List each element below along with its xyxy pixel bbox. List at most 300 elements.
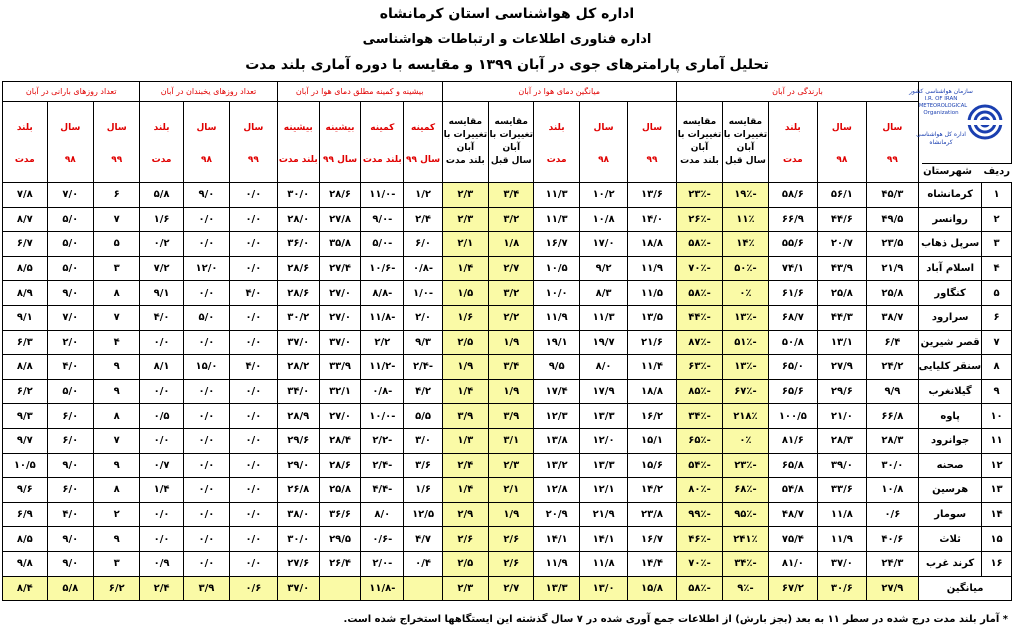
- logo-text-fa2: اداره کل هواشناسی: [916, 131, 967, 138]
- cell-d98: ۶/۰: [47, 478, 93, 503]
- cell-tlt: ۱۱/۳: [534, 183, 579, 208]
- total-t98: ۱۳/۰: [579, 576, 627, 600]
- cell-d99: ۹: [94, 379, 140, 404]
- cell-f99: ۰/۰: [230, 527, 277, 552]
- cell-d99: ۹: [94, 453, 140, 478]
- cell-tcp: ۲/۶: [489, 527, 534, 552]
- cell-rlt: ۸۱/۶: [768, 428, 818, 453]
- cell-d99: ۷: [94, 305, 140, 330]
- cell-r99: ۲۸/۳: [866, 428, 919, 453]
- cell-f98: ۰/۰: [183, 428, 229, 453]
- cell-t99: ۱۸/۸: [628, 232, 676, 257]
- cell-mn99: ۴/۲: [404, 379, 442, 404]
- row-number: ۲: [982, 207, 1012, 232]
- subheader-text: سال: [243, 123, 264, 133]
- total-mn99: [404, 576, 442, 600]
- cell-t98: ۱۴/۱: [579, 527, 627, 552]
- cell-t98: ۱۳/۳: [579, 453, 627, 478]
- cell-rcp: -۵۰٪: [723, 256, 768, 281]
- cell-rlt: ۶۱/۶: [768, 281, 818, 306]
- cell-mn99: -۰/۸: [404, 256, 442, 281]
- cell-mxlt: ۳۷/۰: [277, 330, 319, 355]
- cell-tcl: ۱/۶: [442, 305, 488, 330]
- cell-tcl: ۲/۱: [442, 232, 488, 257]
- cell-rlt: ۸۱/۰: [768, 551, 818, 576]
- cell-rcp: -۹۵٪: [723, 502, 768, 527]
- cell-flt: ۰/۷: [140, 453, 183, 478]
- table-row: [3, 502, 1012, 527]
- cell-dlt: ۹/۳: [3, 404, 48, 429]
- subheader-text: بیشینه: [283, 123, 313, 133]
- cell-tlt: ۹/۵: [534, 355, 579, 380]
- cell-mn99: ۴/۷: [404, 527, 442, 552]
- cell-f99: ۰/۰: [230, 232, 277, 257]
- cell-r98: ۱۱/۹: [818, 527, 866, 552]
- cell-dlt: ۹/۱: [3, 305, 48, 330]
- total-tcl: ۲/۳: [442, 576, 488, 600]
- logo-text-fa1: سازمان هواشناسی کشور: [909, 88, 974, 95]
- cell-mnlt: -۲/۰: [361, 551, 404, 576]
- logo-text-en3: Organization: [923, 110, 959, 116]
- table-row: [3, 379, 1012, 404]
- city-name: سرپل ذهاب: [919, 232, 982, 257]
- cell-f98: ۰/۰: [183, 551, 229, 576]
- cell-f99: ۰/۰: [230, 256, 277, 281]
- cell-r99: ۲۴/۳: [866, 551, 919, 576]
- table-row: [3, 232, 1012, 257]
- subheader-text: سال: [831, 123, 852, 133]
- cell-mnlt: -۱۱/۸: [361, 305, 404, 330]
- subheader-rain-99: [866, 102, 919, 183]
- cell-t99: ۱۱/۵: [628, 281, 676, 306]
- subheader-text: بلند: [16, 123, 33, 133]
- cell-rlt: ۵۸/۶: [768, 183, 818, 208]
- cell-r98: ۱۳/۱: [818, 330, 866, 355]
- cell-mxlt: ۲۹/۰: [277, 453, 319, 478]
- cell-f98: ۰/۰: [183, 478, 229, 503]
- cell-t98: ۱۱/۸: [579, 551, 627, 576]
- row-number: ۱۲: [982, 453, 1012, 478]
- cell-rcl: -۹۹٪: [676, 502, 722, 527]
- table-row: [3, 256, 1012, 281]
- cell-r98: ۲۵/۸: [818, 281, 866, 306]
- cell-d99: ۲: [94, 502, 140, 527]
- cell-rcl: -۶۵٪: [676, 428, 722, 453]
- subheader-text: سال ۹۹: [405, 155, 441, 165]
- cell-flt: ۰/۰: [140, 330, 183, 355]
- subheader-min-lt: [361, 102, 404, 183]
- cell-rcl: -۵۴٪: [676, 453, 722, 478]
- cell-d98: ۹/۰: [47, 281, 93, 306]
- rownum-label: ردیف: [983, 166, 1010, 177]
- cell-tcp: ۲/۱: [489, 478, 534, 503]
- cell-f98: ۰/۰: [183, 527, 229, 552]
- cell-rlt: ۷۵/۴: [768, 527, 818, 552]
- cell-t98: ۱۳/۳: [579, 404, 627, 429]
- logo-text-en1: I.R. OF IRAN: [924, 96, 958, 102]
- city-name: سرارود: [919, 305, 982, 330]
- cell-tcp: ۲/۳: [489, 453, 534, 478]
- cell-d98: ۶/۰: [47, 428, 93, 453]
- subheader-text: ۹۸: [200, 155, 212, 165]
- cell-rlt: ۶۵/۶: [768, 379, 818, 404]
- cell-f98: ۰/۰: [183, 379, 229, 404]
- cell-t99: ۱۴/۰: [628, 207, 676, 232]
- cell-t99: ۱۸/۸: [628, 379, 676, 404]
- group-frost: تعداد روزهای یخبندان در آبان: [140, 82, 277, 102]
- cell-dlt: ۶/۲: [3, 379, 48, 404]
- cell-r99: ۱۰/۸: [866, 478, 919, 503]
- cell-tlt: ۱۱/۹: [534, 305, 579, 330]
- cell-mxlt: ۳۸/۰: [277, 502, 319, 527]
- subheader-min-99: [404, 102, 442, 183]
- cell-r98: ۲۷/۹: [818, 355, 866, 380]
- subheader-text: مقایسه: [494, 117, 528, 127]
- cell-flt: ۰/۰: [140, 379, 183, 404]
- cell-r98: ۱۱/۸: [818, 502, 866, 527]
- cell-t99: ۲۱/۶: [628, 330, 676, 355]
- cell-t98: ۱۷/۹: [579, 379, 627, 404]
- cell-f99: ۴/۰: [230, 281, 277, 306]
- cell-d98: ۵/۰: [47, 379, 93, 404]
- cell-r99: ۲۴/۲: [866, 355, 919, 380]
- subheader-text: ۹۸: [598, 155, 610, 165]
- cell-tlt: ۱۱/۳: [534, 207, 579, 232]
- cell-mxlt: ۲۹/۶: [277, 428, 319, 453]
- cell-rlt: ۵۵/۶: [768, 232, 818, 257]
- cell-rcl: -۵۸٪: [676, 232, 722, 257]
- cell-tlt: ۱۹/۱: [534, 330, 579, 355]
- cell-tcl: ۱/۴: [442, 478, 488, 503]
- cell-t99: ۱۱/۹: [628, 256, 676, 281]
- total-f99: ۰/۶: [230, 576, 277, 600]
- subheader-text: بلند مدت: [362, 155, 402, 165]
- subheader-rain-98: [818, 102, 866, 183]
- cell-mxlt: ۲۸/۶: [277, 281, 319, 306]
- cell-rcp: -۵۱٪: [723, 330, 768, 355]
- row-number: ۱۵: [982, 527, 1012, 552]
- subheader-text: آبان: [690, 143, 709, 153]
- cell-rcl: -۴۶٪: [676, 527, 722, 552]
- cell-rcp: ۱۱٪: [723, 207, 768, 232]
- subheader-text: آبان: [736, 143, 755, 153]
- cell-mx99: ۲۹/۵: [319, 527, 360, 552]
- cell-mnlt: -۵/۰: [361, 232, 404, 257]
- cell-mn99: ۲/۴: [404, 207, 442, 232]
- cell-f99: ۰/۰: [230, 305, 277, 330]
- cell-r98: ۲۸/۳: [818, 428, 866, 453]
- cell-flt: ۱/۴: [140, 478, 183, 503]
- cell-f98: ۰/۰: [183, 330, 229, 355]
- cell-d98: ۵/۰: [47, 232, 93, 257]
- group-rain: بارندگی در آبان: [676, 82, 918, 102]
- subheader-temp-lt: [534, 102, 579, 183]
- cell-t98: ۲۱/۹: [579, 502, 627, 527]
- total-tlt: ۱۳/۳: [534, 576, 579, 600]
- cell-tcp: ۱/۹: [489, 502, 534, 527]
- city-name: صحنه: [919, 453, 982, 478]
- logo-text-fa3: کرمانشاه: [929, 139, 953, 146]
- row-number: ۶: [982, 305, 1012, 330]
- subheader-text: ۹۹: [886, 155, 898, 165]
- cell-tcp: ۱/۹: [489, 379, 534, 404]
- row-number: ۸: [982, 355, 1012, 380]
- cell-r99: ۶/۴: [866, 330, 919, 355]
- cell-rcp: -۱۹٪: [723, 183, 768, 208]
- cell-f99: ۰/۰: [230, 428, 277, 453]
- cell-rcp: ۲۱۸٪: [723, 404, 768, 429]
- cell-f98: ۹/۰: [183, 183, 229, 208]
- cell-dlt: ۱۰/۵: [3, 453, 48, 478]
- cell-tlt: ۱۰/۰: [534, 281, 579, 306]
- subheader-frost-99: [230, 102, 277, 183]
- cell-flt: ۹/۱: [140, 281, 183, 306]
- cell-r98: ۲۱/۰: [818, 404, 866, 429]
- city-name: اسلام آباد: [919, 256, 982, 281]
- cell-mxlt: ۳۰/۰: [277, 527, 319, 552]
- cell-tcp: ۳/۲: [489, 207, 534, 232]
- cell-d98: ۷/۰: [47, 305, 93, 330]
- table-row: [3, 305, 1012, 330]
- subheader-rd-lt: [3, 102, 48, 183]
- cell-mn99: ۳/۶: [404, 453, 442, 478]
- row-number: ۴: [982, 256, 1012, 281]
- cell-tcp: ۳/۹: [489, 404, 534, 429]
- cell-t99: ۱۳/۵: [628, 305, 676, 330]
- cell-tcl: ۱/۳: [442, 428, 488, 453]
- cell-tcp: ۳/۱: [489, 428, 534, 453]
- cell-d99: ۷: [94, 207, 140, 232]
- cell-rlt: ۶۵/۰: [768, 355, 818, 380]
- cell-t98: ۱۰/۲: [579, 183, 627, 208]
- cell-d99: ۶: [94, 183, 140, 208]
- city-name: روانسر: [919, 207, 982, 232]
- cell-f98: ۰/۰: [183, 281, 229, 306]
- cell-f99: ۰/۰: [230, 404, 277, 429]
- cell-mn99: -۲/۴: [404, 355, 442, 380]
- subheader-text: سال ۹۹: [322, 155, 358, 165]
- cell-t98: ۱۷/۰: [579, 232, 627, 257]
- cell-mx99: ۲۸/۶: [319, 183, 360, 208]
- cell-r99: ۲۳/۵: [866, 232, 919, 257]
- city-name: ثلاث: [919, 527, 982, 552]
- cell-f98: ۱۲/۰: [183, 256, 229, 281]
- cell-d99: ۸: [94, 281, 140, 306]
- cell-r98: ۴۴/۳: [818, 305, 866, 330]
- cell-t99: ۱۵/۱: [628, 428, 676, 453]
- cell-d99: ۹: [94, 355, 140, 380]
- cell-dlt: ۸/۵: [3, 527, 48, 552]
- total-mxlt: ۳۷/۰: [277, 576, 319, 600]
- cell-tcl: ۱/۵: [442, 281, 488, 306]
- row-number: ۱: [982, 183, 1012, 208]
- cell-f99: ۰/۰: [230, 207, 277, 232]
- table-row: [3, 281, 1012, 306]
- total-mx99: [319, 576, 360, 600]
- city-name: جوانرود: [919, 428, 982, 453]
- total-d98: ۵/۸: [47, 576, 93, 600]
- cell-d99: ۹: [94, 527, 140, 552]
- cell-t98: ۸/۰: [579, 355, 627, 380]
- subheader-text: سال: [60, 123, 81, 133]
- table-row: [3, 355, 1012, 380]
- cell-dlt: ۶/۷: [3, 232, 48, 257]
- row-number: ۳: [982, 232, 1012, 257]
- cell-mx99: ۳۷/۰: [319, 330, 360, 355]
- cell-mnlt: -۰/۶: [361, 527, 404, 552]
- subheader-text: تغییرات با: [489, 130, 533, 140]
- cell-d99: ۸: [94, 478, 140, 503]
- cell-mxlt: ۳۴/۰: [277, 379, 319, 404]
- cell-mxlt: ۲۶/۸: [277, 478, 319, 503]
- cell-d98: ۵/۰: [47, 207, 93, 232]
- cell-t99: ۱۶/۲: [628, 404, 676, 429]
- cell-tlt: ۱۱/۹: [534, 551, 579, 576]
- subheader-text: سال: [196, 123, 217, 133]
- cell-rcl: -۷۰٪: [676, 551, 722, 576]
- cell-f99: ۴/۰: [230, 355, 277, 380]
- cell-tcl: ۲/۴: [442, 453, 488, 478]
- cell-tcp: ۳/۴: [489, 183, 534, 208]
- cell-tlt: ۱۳/۲: [534, 453, 579, 478]
- total-rcp: -۹٪: [723, 576, 768, 600]
- organization-logo: [909, 84, 1005, 160]
- subheader-text: مقایسه: [448, 117, 483, 127]
- subheader-text: ۹۸: [836, 155, 848, 165]
- cell-r99: ۹/۹: [866, 379, 919, 404]
- subheader-text: بلند: [548, 123, 565, 133]
- subheader-max-99: [319, 102, 360, 183]
- cell-r98: ۵۶/۱: [818, 183, 866, 208]
- cell-dlt: ۸/۹: [3, 281, 48, 306]
- cell-t98: ۱۲/۱: [579, 478, 627, 503]
- cell-t99: ۱۵/۶: [628, 453, 676, 478]
- cell-dlt: ۸/۵: [3, 256, 48, 281]
- table-row: [3, 404, 1012, 429]
- cell-r99: ۶۶/۸: [866, 404, 919, 429]
- cell-d99: ۸: [94, 404, 140, 429]
- cell-rcp: -۱۳٪: [723, 355, 768, 380]
- subheader-text: تغییرات با: [723, 130, 768, 140]
- city-name: پاوه: [919, 404, 982, 429]
- cell-flt: ۰/۰: [140, 527, 183, 552]
- cell-f99: ۰/۰: [230, 453, 277, 478]
- subheader-temp-cmp-prev: [489, 102, 534, 183]
- cell-f99: ۰/۰: [230, 502, 277, 527]
- cell-r98: ۴۳/۹: [818, 256, 866, 281]
- subheader-rain-cmp-prev: [723, 102, 768, 183]
- cell-mxlt: ۳۰/۰: [277, 183, 319, 208]
- cell-mx99: ۲۷/۰: [319, 404, 360, 429]
- cell-tcl: ۳/۹: [442, 404, 488, 429]
- cell-f99: ۰/۰: [230, 478, 277, 503]
- subheader-text: ۹۹: [646, 155, 658, 165]
- group-raindays: تعداد روزهای بارانی در آبان: [3, 82, 140, 102]
- cell-mn99: ۰/۴: [404, 551, 442, 576]
- cell-rcl: -۴۴٪: [676, 305, 722, 330]
- cell-r99: ۳۰/۰: [866, 453, 919, 478]
- cell-r98: ۳۹/۰: [818, 453, 866, 478]
- cell-flt: ۸/۱: [140, 355, 183, 380]
- total-dlt: ۸/۴: [3, 576, 48, 600]
- subheader-temp-98: [579, 102, 627, 183]
- cell-tcl: ۱/۹: [442, 355, 488, 380]
- row-number: ۹: [982, 379, 1012, 404]
- total-label: میانگین: [919, 576, 1012, 600]
- cell-mx99: ۲۵/۸: [319, 478, 360, 503]
- subheader-text: سال: [642, 123, 663, 133]
- subheader-text: بلند مدت: [278, 155, 318, 165]
- cell-rcp: ۰٪: [723, 428, 768, 453]
- subheader-rd-98: [47, 102, 93, 183]
- total-row: [3, 576, 1012, 600]
- city-name: هرسین: [919, 478, 982, 503]
- cell-tlt: ۱۴/۱: [534, 527, 579, 552]
- cell-t99: ۱۶/۷: [628, 527, 676, 552]
- cell-mn99: ۲/۰: [404, 305, 442, 330]
- cell-r98: ۳۳/۶: [818, 478, 866, 503]
- cell-tlt: ۱۳/۸: [534, 428, 579, 453]
- cell-rcl: -۲۶٪: [676, 207, 722, 232]
- subheader-text: مقایسه: [728, 117, 763, 127]
- cell-tlt: ۱۲/۳: [534, 404, 579, 429]
- city-label: شهرستان: [923, 166, 972, 177]
- row-number: ۱۱: [982, 428, 1012, 453]
- city-name: سومار: [919, 502, 982, 527]
- cell-rcp: -۶۷٪: [723, 379, 768, 404]
- subheader-text: آبان: [502, 143, 521, 153]
- subheader-text: بلند مدت: [680, 156, 719, 166]
- total-rlt: ۶۷/۲: [768, 576, 818, 600]
- cell-rlt: ۶۸/۷: [768, 305, 818, 330]
- cell-mx99: ۲۷/۰: [319, 305, 360, 330]
- cell-mxlt: ۲۷/۶: [277, 551, 319, 576]
- cell-r99: ۴۵/۳: [866, 183, 919, 208]
- cell-mnlt: ۸/۰: [361, 502, 404, 527]
- subheader-text: بلند: [784, 123, 801, 133]
- city-name: گیلانغرب: [919, 379, 982, 404]
- cell-f99: ۰/۰: [230, 183, 277, 208]
- cell-t98: ۹/۲: [579, 256, 627, 281]
- cell-rcl: -۳۴٪: [676, 404, 722, 429]
- subheader-text: سال: [106, 123, 127, 133]
- subheader-text: آبان: [456, 143, 475, 153]
- cell-rcp: -۱۳٪: [723, 305, 768, 330]
- subheader-text: سال: [882, 123, 903, 133]
- row-number: ۱۴: [982, 502, 1012, 527]
- cell-mnlt: -۱۰/۶: [361, 256, 404, 281]
- subheader-text: سال قبل: [725, 156, 766, 166]
- cell-mn99: ۶/۰: [404, 232, 442, 257]
- cell-t98: ۱۲/۰: [579, 428, 627, 453]
- cell-f98: ۰/۰: [183, 502, 229, 527]
- cell-f98: ۰/۰: [183, 232, 229, 257]
- subheader-text: سال قبل: [490, 156, 532, 166]
- cell-rlt: ۱۰۰/۵: [768, 404, 818, 429]
- cell-mnlt: -۴/۴: [361, 478, 404, 503]
- group-temp: میانگین دمای هوا در آبان: [442, 82, 676, 102]
- cell-tcl: ۱/۴: [442, 379, 488, 404]
- subheader-text: بلند: [153, 123, 170, 133]
- cell-mn99: ۳/۰: [404, 428, 442, 453]
- cell-t99: ۱۴/۲: [628, 478, 676, 503]
- cell-mn99: ۱/۶: [404, 478, 442, 503]
- total-flt: ۲/۴: [140, 576, 183, 600]
- subheader-text: بیشینه: [325, 123, 355, 133]
- cell-d98: ۴/۰: [47, 355, 93, 380]
- cell-mn99: -۱/۰: [404, 281, 442, 306]
- total-mnlt: -۱۱/۸: [361, 576, 404, 600]
